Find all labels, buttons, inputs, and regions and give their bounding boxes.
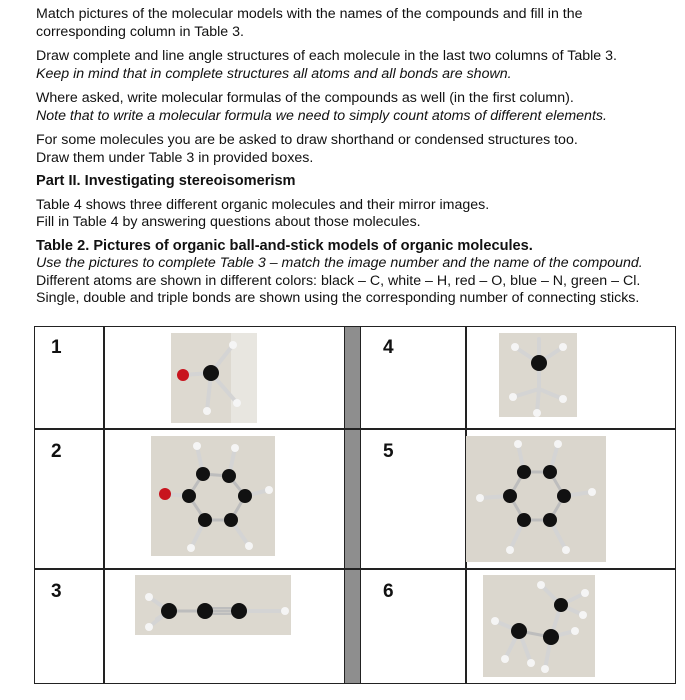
column-divider <box>344 327 361 683</box>
paragraph-draw: Draw complete and line angle structures of each molecule in the last two columns of Table 3. Keep in mind that in complete structures all atoms and all bonds are shown. <box>36 48 617 82</box>
instructions <box>36 6 666 315</box>
cell-number-6: 6 <box>383 581 394 602</box>
model-6-svg <box>483 575 595 677</box>
paragraph-formulas: Where asked, write molecular formulas of the compounds as well (in the first column). Note that to write a molecular formula we need to simply count atoms of different elements. <box>36 90 607 124</box>
cell-number-2: 2 <box>51 441 62 462</box>
table2-heading: Table 2. Pictures of organic ball-and-stick models of organic molecules. <box>36 237 533 254</box>
paragraph-shorthand: For some molecules you are be asked to draw shorthand or condensed structures too. Draw them under Table 3 in provided boxes. <box>36 132 578 166</box>
model-4-svg <box>499 333 577 417</box>
model-4-image <box>499 333 577 417</box>
row-divider-1 <box>35 428 675 430</box>
cell-number-5: 5 <box>383 441 394 462</box>
part2-body: Table 4 shows three different organic molecules and their mirror images. Fill in Table 4 by answering questions about those molecules. <box>36 196 490 230</box>
cell-number-1: 1 <box>51 337 62 358</box>
paragraph-match: Match pictures of the molecular models with the names of the compounds and fill in the corresponding column in Table 3. <box>36 6 583 40</box>
model-1-image <box>171 333 257 423</box>
model-1-svg <box>171 333 257 423</box>
cell-number-4: 4 <box>383 337 394 358</box>
model-2-image <box>151 436 275 556</box>
col-divider-left <box>103 327 105 683</box>
part2-heading: Part II. Investigating stereoisomerism <box>36 173 296 189</box>
model-5-svg <box>466 436 606 562</box>
model-3-svg <box>135 575 291 635</box>
part2-section <box>36 173 666 191</box>
row-divider-2 <box>35 568 675 570</box>
model-5-image <box>466 436 606 562</box>
cell-number-3: 3 <box>51 581 62 602</box>
model-6-image <box>483 575 595 677</box>
model-2-svg <box>151 436 275 556</box>
model-3-image <box>135 575 291 635</box>
table-2-grid <box>34 326 676 684</box>
table2-caption: Table 2. Pictures of organic ball-and-stick models of organic molecules. Use the pictures to complete Table 3 – match the image number and the name of the compound. Different atoms are shown in different colors: black – C, white – H, red – O, blue – N, green – Cl. Single, double and triple bonds are shown using the corresponding number of connecting sticks. <box>36 238 666 308</box>
